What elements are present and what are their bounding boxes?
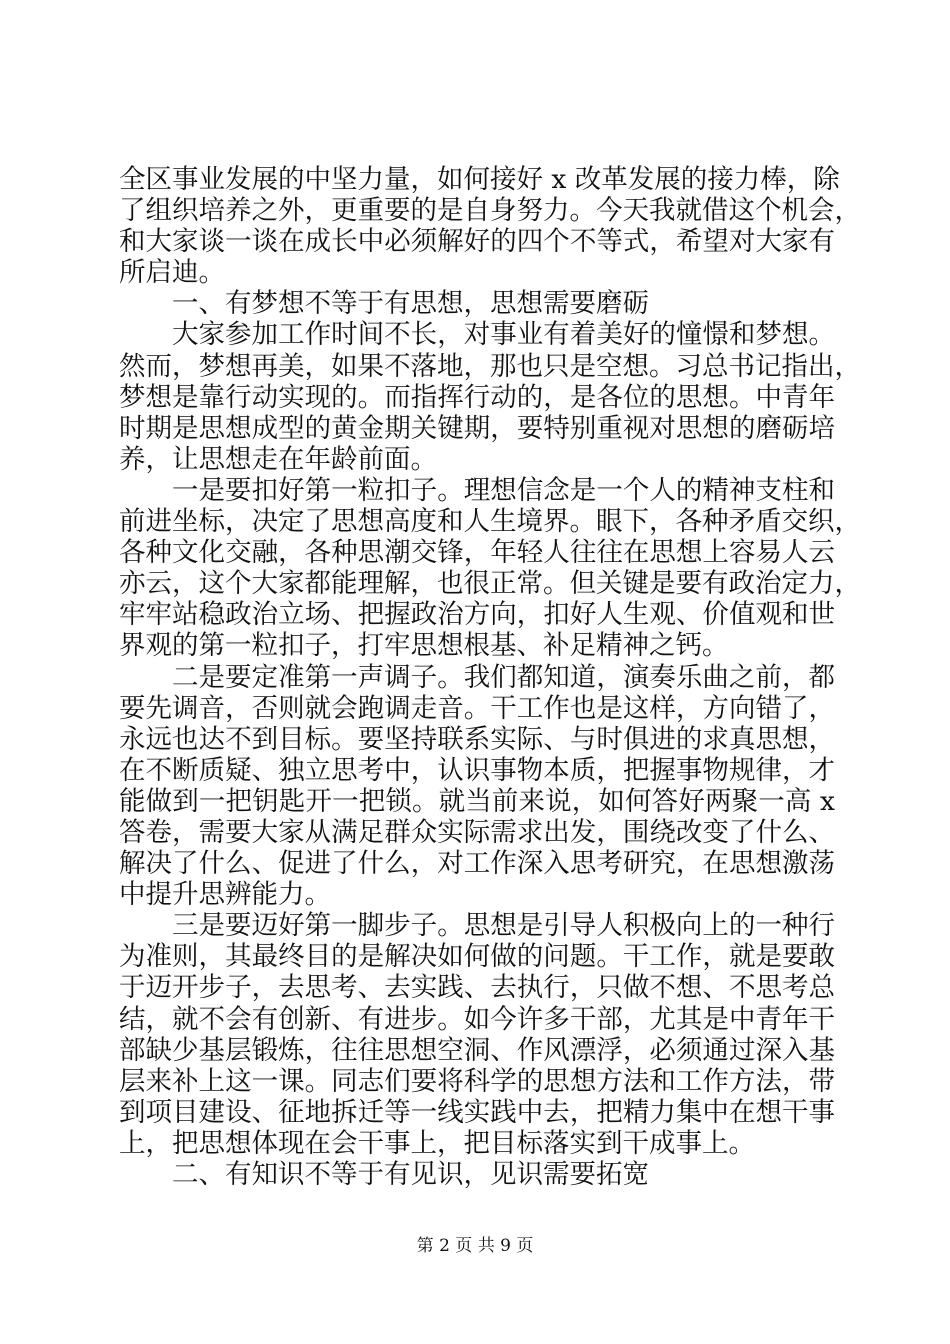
text-line: 和大家谈一谈在成长中必须解好的四个不等式，希望对大家有 (119, 226, 835, 258)
text-line: 解决了什么、促进了什么，对工作深入思考研究，在思想激荡 (119, 848, 835, 880)
text-line: 答卷，需要大家从满足群众实际需求出发，围绕改变了什么、 (119, 816, 835, 848)
text-line: 养，让思想走在年龄前面。 (119, 443, 437, 475)
text-line: 要先调音，否则就会跑调走音。干工作也是这样，方向错了， (119, 692, 835, 724)
text-line: 前进坐标，决定了思想高度和人生境界。眼下，各种矛盾交织， (119, 506, 861, 538)
text-line: 各种文化交融，各种思潮交锋，年轻人往往在思想上容易人云 (119, 537, 835, 569)
paragraph (119, 910, 835, 1159)
document-body (119, 164, 861, 1190)
text-line: 大家参加工作时间不长，对事业有着美好的憧憬和梦想。 (172, 319, 835, 351)
heading-line: 一、有梦想不等于有思想，思想需要磨砺 (172, 288, 649, 320)
paragraph (119, 164, 861, 289)
section-heading (119, 1159, 835, 1190)
text-line: 层来补上这一课。同志们要将科学的思想方法和工作方法，带 (119, 1065, 835, 1097)
heading-line: 二、有知识不等于有见识，见识需要拓宽 (172, 1159, 649, 1190)
text-line: 全区事业发展的中坚力量，如何接好 x 改革发展的接力棒，除 (119, 164, 840, 195)
page-number-footer: 第 2 页 共 9 页 (416, 1236, 534, 1256)
text-line: 上，把思想体现在会干事上，把目标落实到干成事上。 (119, 1127, 755, 1159)
text-line: 部缺少基层锻炼，往往思想空洞、作风漂浮，必须通过深入基 (119, 1034, 835, 1066)
text-line: 三是要迈好第一脚步子。思想是引导人积极向上的一种行 (172, 910, 835, 942)
text-line: 梦想是靠行动实现的。而指挥行动的，是各位的思想。中青年 (119, 381, 835, 413)
text-line: 界观的第一粒扣子，打牢思想根基、补足精神之钙。 (119, 630, 729, 662)
paragraph (119, 319, 861, 475)
text-line: 了组织培养之外，更重要的是自身努力。今天我就借这个机会， (119, 195, 861, 227)
text-line: 然而，梦想再美，如果不落地，那也只是空想。习总书记指出， (119, 350, 861, 382)
paragraph (119, 474, 861, 662)
text-line: 二是要定准第一声调子。我们都知道，演奏乐曲之前，都 (172, 661, 835, 693)
paragraph (119, 662, 835, 911)
text-line: 于迈开步子，去思考、去实践、去执行，只做不想、不思考总 (119, 972, 835, 1004)
section-heading (119, 288, 835, 319)
text-line: 一是要扣好第一粒扣子。理想信念是一个人的精神支柱和 (172, 474, 835, 506)
text-line: 所启迪。 (119, 257, 225, 289)
text-line: 到项目建设、征地拆迁等一线实践中去，把精力集中在想干事 (119, 1096, 835, 1128)
text-line: 牢牢站稳政治立场、把握政治方向，扣好人生观、价值观和世 (119, 599, 835, 631)
text-line: 能做到一把钥匙开一把锁。就当前来说，如何答好两聚一高 x (119, 785, 835, 817)
text-line: 永远也达不到目标。要坚持联系实际、与时俱进的求真思想， (119, 723, 835, 755)
text-line: 中提升思辨能力。 (119, 879, 331, 911)
text-line: 结，就不会有创新、有进步。如今许多干部，尤其是中青年干 (119, 1003, 835, 1035)
text-line: 时期是思想成型的黄金期关键期，要特别重视对思想的磨砺培 (119, 412, 835, 444)
text-line: 亦云，这个大家都能理解，也很正常。但关键是要有政治定力， (119, 568, 861, 600)
text-line: 在不断质疑、独立思考中，认识事物本质，把握事物规律，才 (119, 754, 835, 786)
text-line: 为准则，其最终目的是解决如何做的问题。干工作，就是要敢 (119, 941, 835, 973)
